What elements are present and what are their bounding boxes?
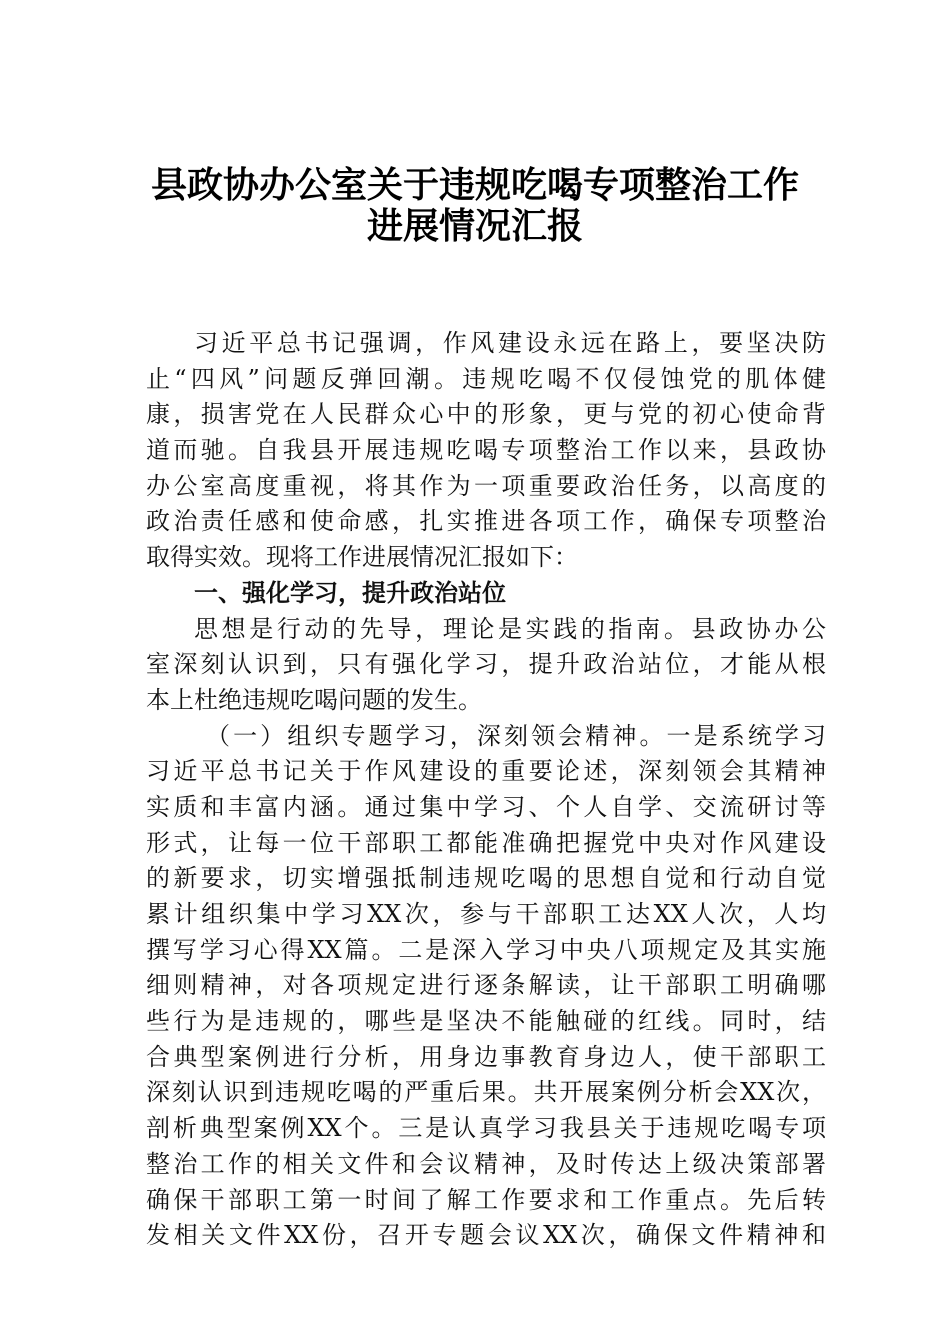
paragraph-line: 发相关文件XX份，召开专题会议XX次，确保文件精神和 (146, 1221, 826, 1250)
paragraph-line: 合典型案例进行分析，用身边事教育身边人，使干部职工 (146, 1042, 826, 1071)
paragraph-line: 政治责任感和使命感，扎实推进各项工作，确保专项整治 (146, 507, 826, 536)
section-heading: 一、强化学习，提升政治站位 (194, 578, 506, 607)
paragraph-line: 些行为是违规的，哪些是坚决不能触碰的红线。同时，结 (146, 1007, 826, 1036)
paragraph-line: 的新要求，切实增强抵制违规吃喝的思想自觉和行动自觉 (146, 864, 826, 893)
paragraph-line: 室深刻认识到，只有强化学习，提升政治站位，才能从根 (146, 650, 826, 679)
subsection-line: （一）组织专题学习，深刻领会精神。一是系统学习 (206, 721, 826, 750)
paragraph-line: 形式，让每一位干部职工都能准确把握党中央对作风建设 (146, 828, 826, 857)
paragraph-line: 剖析典型案例XX个。三是认真学习我县关于违规吃喝专项 (146, 1114, 826, 1143)
paragraph-line: 本上杜绝违规吃喝问题的发生。 (146, 685, 482, 714)
paragraph-line: 实质和丰富内涵。通过集中学习、个人自学、交流研讨等 (146, 792, 826, 821)
document-body (146, 326, 826, 1254)
paragraph-line: 止“四风”问题反弹回潮。违规吃喝不仅侵蚀党的肌体健 (146, 364, 826, 393)
paragraph-line: 整治工作的相关文件和会议精神，及时传达上级决策部署 (146, 1149, 826, 1178)
paragraph-line: 深刻认识到违规吃喝的严重后果。共开展案例分析会XX次， (146, 1078, 826, 1107)
document-title-line-1: 县政协办公室关于违规吃喝专项整治工作 (150, 164, 799, 206)
paragraph-line: 道而驰。自我县开展违规吃喝专项整治工作以来，县政协 (146, 436, 826, 465)
paragraph-line: 办公室高度重视，将其作为一项重要政治任务，以高度的 (146, 471, 826, 500)
document-title-line-2: 进展情况汇报 (366, 205, 583, 247)
paragraph-line: 撰写学习心得XX篇。二是深入学习中央八项规定及其实施 (146, 935, 826, 964)
paragraph-line: 康，损害党在人民群众心中的形象，更与党的初心使命背 (146, 400, 826, 429)
paragraph-line: 思想是行动的先导，理论是实践的指南。县政协办公 (194, 614, 826, 643)
paragraph-line: 累计组织集中学习XX次，参与干部职工达XX人次，人均 (146, 900, 826, 928)
paragraph-line: 取得实效。现将工作进展情况汇报如下： (146, 543, 578, 572)
paragraph-line: 确保干部职工第一时间了解工作要求和工作重点。先后转 (146, 1185, 826, 1214)
paragraph-line: 习近平总书记关于作风建设的重要论述，深刻领会其精神 (146, 757, 826, 786)
paragraph-line: 细则精神，对各项规定进行逐条解读，让干部职工明确哪 (146, 971, 826, 1000)
paragraph-line: 习近平总书记强调，作风建设永远在路上，要坚决防 (194, 329, 826, 357)
